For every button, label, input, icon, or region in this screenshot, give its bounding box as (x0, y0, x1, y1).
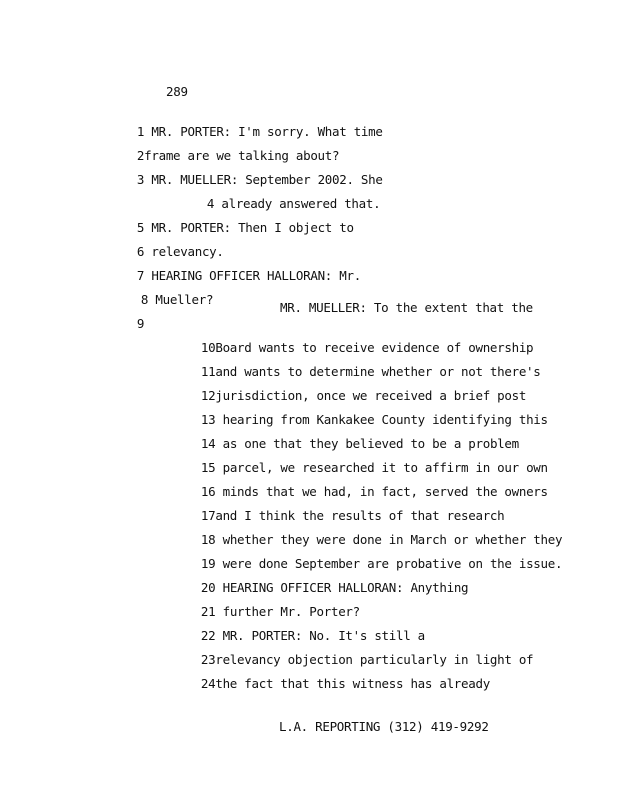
line-number: 1 (136, 124, 145, 139)
line-number: 14 (200, 436, 216, 451)
page-number: 289 (166, 84, 188, 99)
transcript-line (172, 660, 490, 708)
line-number: 3 (136, 172, 145, 187)
line-text: the fact that this witness has already (215, 676, 490, 691)
line-text: as one that they believed to be a problem (222, 436, 519, 451)
line-text: MR. PORTER: I'm sorry. What time (151, 124, 383, 139)
line-text: frame are we talking about? (144, 148, 340, 163)
line-text: were done September are probative on the issue. (222, 556, 563, 571)
line-number: 17 (200, 508, 216, 523)
line-number: 19 (200, 556, 216, 571)
line-text: already answered that. (221, 196, 381, 211)
line-number: 12 (200, 388, 216, 403)
line-number: 23 (200, 652, 216, 667)
line-text: MR. PORTER: Then I object to (151, 220, 354, 235)
line-number: 21 (200, 604, 216, 619)
line-number: 4 (206, 196, 215, 211)
line-text: HEARING OFFICER HALLORAN: Anything (222, 580, 469, 595)
line-number: 22 (200, 628, 216, 643)
line-text: minds that we had, in fact, served the owners (222, 484, 548, 499)
line-number: 5 (136, 220, 145, 235)
line-number: 8 (140, 292, 149, 307)
line-number: 6 (136, 244, 145, 259)
line-number: 13 (200, 412, 216, 427)
line-number: 9 (136, 316, 145, 331)
line-text: MR. PORTER: No. It's still a (222, 628, 425, 643)
line-number: 18 (200, 532, 216, 547)
line-text: HEARING OFFICER HALLORAN: Mr. (151, 268, 361, 283)
line-number: 2 (136, 148, 145, 163)
transcript-line (108, 300, 144, 348)
line-text: hearing from Kankakee County identifying this (222, 412, 548, 427)
line-number: 16 (200, 484, 216, 499)
line-text: and wants to determine whether or not there's (215, 364, 541, 379)
line-text: parcel, we researched it to affirm in our own (222, 460, 548, 475)
line-text: relevancy objection particularly in light of (215, 652, 534, 667)
line-text: further Mr. Porter? (222, 604, 360, 619)
line-text: MR. MUELLER: September 2002. She (151, 172, 383, 187)
line-text: whether they were done in March or whether they (222, 532, 563, 547)
line-number: 24 (200, 676, 216, 691)
line-text: jurisdiction, once we received a brief post (215, 388, 527, 403)
line-number: 7 (136, 268, 145, 283)
line-text: relevancy. (151, 244, 224, 259)
line-number: 10 (200, 340, 216, 355)
footer-reporter: L.A. REPORTING (312) 419-9292 (279, 719, 489, 734)
line-text: and I think the results of that research (215, 508, 505, 523)
line-text: Mueller? (155, 292, 214, 307)
line-text: Board wants to receive evidence of ownership (215, 340, 534, 355)
line-number: 11 (200, 364, 216, 379)
line-number: 20 (200, 580, 216, 595)
line-number: 15 (200, 460, 216, 475)
line-text: MR. MUELLER: To the extent that the (280, 300, 533, 315)
